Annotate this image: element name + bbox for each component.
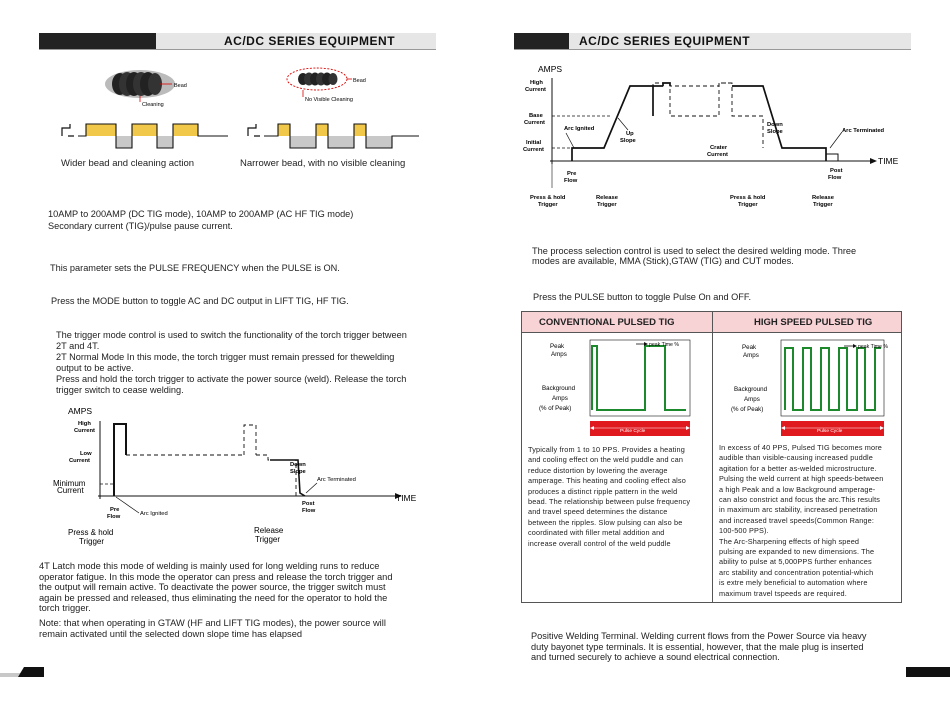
trigger-line: 2T and 4T. xyxy=(56,341,100,351)
pre-flow-label-2: Flow xyxy=(107,514,121,520)
release-label-2: Trigger xyxy=(255,535,281,544)
hs-pulse-wave xyxy=(785,348,881,410)
right-header-dark-block xyxy=(514,33,569,49)
hs-line: maximum travel tspeeds are required. xyxy=(719,588,847,598)
pulse-frequency-text: This parameter sets the PULSE FREQUENCY when the PULSE is ON. xyxy=(50,263,340,273)
r-release-2-b: Trigger xyxy=(813,202,833,208)
r-up-slope-label-2: Slope xyxy=(620,138,636,144)
narrow-bead xyxy=(298,73,338,86)
cleaning-label: Cleaning xyxy=(142,102,164,108)
r-press-hold-2-b: Trigger xyxy=(738,202,758,208)
hs-pulse-cycle-label: Pulse Cycle xyxy=(817,429,843,434)
process-line: The process selection control is used to select the desired welding mode. Three xyxy=(532,246,857,256)
hs-peak-label: Peak xyxy=(742,344,757,351)
low-current-label: Low xyxy=(80,451,92,457)
press-hold-label: Press & hold xyxy=(68,528,114,537)
mode-text: Press the MODE button to toggle AC and DC output in LIFT TIG, HF TIG. xyxy=(51,296,349,306)
left-header-title: AC/DC SERIES EQUIPMENT xyxy=(224,34,396,48)
conv-line: and travel speed determines the distance xyxy=(528,507,668,517)
low-current-label-2: Current xyxy=(69,458,90,464)
left-header-dark-block xyxy=(39,33,156,49)
terminal-text xyxy=(531,631,867,663)
left-header-bar xyxy=(39,33,436,50)
conv-pulse-wave xyxy=(592,346,686,410)
current-line: Secondary current (TIG)/pulse pause current. xyxy=(48,221,233,231)
r-release-1-b: Trigger xyxy=(597,202,617,208)
note-text xyxy=(39,618,386,640)
hs-line: 100-500 PPS). xyxy=(719,526,769,536)
hs-bg-label: Background xyxy=(734,386,768,393)
hs-line: pulsing are expanded to new dimensions. The xyxy=(719,547,875,557)
note-line: remain activated until the selected down slope time has elapsed xyxy=(39,629,303,639)
time-label: TIME xyxy=(396,493,417,503)
r-press-hold-1: Press & hold xyxy=(530,195,566,201)
r-post-flow-label-2: Flow xyxy=(828,175,842,181)
conv-line: produces a distinct ripple pattern in the weld xyxy=(528,486,678,496)
r-high-current-label-2: Current xyxy=(525,87,546,93)
hs-bg-label-3: (% of Peak) xyxy=(731,406,764,413)
trigger-line: The trigger mode control is used to switch the functionality of the torch trigger between xyxy=(56,330,407,340)
graph-amps-label: AMPS xyxy=(68,406,93,416)
minimum-current-label: Minimum xyxy=(53,479,86,488)
latch-line: torch trigger. xyxy=(39,603,91,613)
hs-line: The Arc-Sharpening effects of high speed xyxy=(719,536,860,546)
bead-label-1: Bead xyxy=(174,83,187,89)
no-cleaning-label: No Visible Cleaning xyxy=(305,97,353,103)
latch-mode-graph xyxy=(50,403,430,548)
high-current-label: High xyxy=(78,421,91,427)
hs-description xyxy=(719,443,883,599)
high-current-label-2: Current xyxy=(74,428,95,434)
r-crater-current-label-2: Current xyxy=(707,152,728,158)
conv-description xyxy=(528,445,690,549)
down-slope-label: Down xyxy=(290,462,306,468)
latch-line: again be pressed and released, thus eliminating the need for the operator to hold the xyxy=(39,592,388,603)
conv-line: and cooling effect on the weld puddle and can xyxy=(528,455,684,465)
latch-mode-text xyxy=(39,561,393,614)
pulsed-tig-table xyxy=(521,311,902,603)
conv-title: CONVENTIONAL PULSED TIG xyxy=(539,317,675,328)
conv-peak-label-2: Amps xyxy=(551,351,567,358)
trigger-line: trigger switch to cease welding. xyxy=(56,385,184,395)
table-divider xyxy=(712,312,713,603)
left-footer-wedge xyxy=(0,667,44,677)
conv-line: between the ripples. Slow pulsing can also be xyxy=(528,517,683,527)
terminal-line: Positive Welding Terminal. Welding current flows from the Power Source via heavy xyxy=(531,631,867,641)
bead-illustrations xyxy=(90,60,380,112)
r-crater-current-label: Crater xyxy=(710,145,728,151)
latch-line: 4T Latch mode this mode of welding is mainly used for long welding runs to reduce xyxy=(39,561,380,571)
hs-line: agitation for a better as-welded microstructure. xyxy=(719,463,877,473)
down-slope-label-2: Slope xyxy=(290,469,306,475)
pre-flow-label: Pre xyxy=(110,507,120,513)
minimum-current-label-2: Current xyxy=(57,486,84,495)
hs-pulse-diagram xyxy=(715,336,900,444)
conv-bg-label-3: (% of Peak) xyxy=(539,405,572,412)
trigger-line: output to be active. xyxy=(56,363,134,373)
conv-bg-label-2: Amps xyxy=(552,395,568,402)
r-initial-current-label-2: Current xyxy=(523,147,544,153)
wide-bead xyxy=(112,72,162,96)
hs-line: can also constrict and focus the arc.This results xyxy=(719,495,881,505)
trigger-line: 2T Normal Mode In this mode, the torch trigger must remain pressed for thewelding xyxy=(56,352,395,362)
current-range-text xyxy=(48,209,353,232)
r-release-1: Release xyxy=(596,195,618,201)
hs-line: audible than visible-causing increased puddle xyxy=(719,453,874,463)
hs-line: ability to pulse at 5,000PPS further enhances xyxy=(719,557,872,567)
conv-line: amperage. This heating and cooling effect also xyxy=(528,476,686,486)
hs-line: a high Peak and a low Background amperage- xyxy=(719,484,876,494)
r-arc-terminated-label: Arc Terminated xyxy=(842,128,885,134)
hs-line: and increased travel speeds(Common Range: xyxy=(719,515,875,525)
r-high-current-label: High xyxy=(530,80,543,86)
hs-title: HIGH SPEED PULSED TIG xyxy=(754,317,873,328)
conv-peak-label: Peak xyxy=(550,343,565,350)
trigger-line: Press and hold the torch trigger to activate the power source (weld). Release the torch xyxy=(56,374,407,384)
caption-wide-bead: Wider bead and cleaning action xyxy=(61,158,195,169)
conv-line: Typically from 1 to 10 PPS. Provides a heating xyxy=(528,445,685,454)
hs-line: is extre mely beneficial to automation where xyxy=(719,578,868,588)
hs-line: in maximum arc stability, increased penetration xyxy=(719,505,878,515)
conv-line: increase overall control of the weld puddle xyxy=(528,538,671,548)
current-line: 10AMP to 200AMP (DC TIG mode), 10AMP to 200AMP (AC HF TIG mode) xyxy=(48,209,354,219)
r-up-slope-label: Up xyxy=(626,131,634,137)
right-footer-wedge xyxy=(906,667,950,677)
hs-bg-label-2: Amps xyxy=(744,396,760,403)
arc-terminated-label: Arc Terminated xyxy=(317,477,356,483)
r-initial-current-label: Initial xyxy=(526,140,542,146)
hs-line: Pulsing the weld current at high speeds-between xyxy=(719,474,884,484)
r-time-label: TIME xyxy=(878,156,899,166)
conv-line: coordinated with filler metal addition and xyxy=(528,528,665,538)
r-base-current-label-2: Current xyxy=(524,120,545,126)
release-label: Release xyxy=(254,526,284,535)
conv-pulse-diagram xyxy=(524,336,709,444)
ac-waveforms xyxy=(58,120,428,156)
conv-line: reduce distortion by lowering the average xyxy=(528,465,668,475)
press-hold-label-2: Trigger xyxy=(79,537,105,546)
r-release-2: Release xyxy=(812,195,834,201)
r-down-slope-label: Down xyxy=(767,122,783,128)
process-line: modes are available, MMA (Stick),GTAW (TIG) and CUT modes. xyxy=(532,256,794,266)
r-down-slope-label-2: Slope xyxy=(767,129,783,135)
arc-ignited-label: Arc Ignited xyxy=(140,511,168,517)
conv-bg-label: Background xyxy=(542,385,576,392)
r-pre-flow-label-2: Flow xyxy=(564,178,578,184)
trigger-mode-text xyxy=(56,330,407,396)
r-press-hold-1-b: Trigger xyxy=(538,202,558,208)
post-flow-label: Post xyxy=(302,501,315,507)
caption-narrow-bead: Narrower bead, with no visible cleaning xyxy=(240,158,406,169)
pulse-toggle-text: Press the PULSE button to toggle Pulse On and OFF. xyxy=(533,292,752,302)
narrow-bead-waveform xyxy=(248,124,419,148)
latch-line: operator fatigue. In this mode the operator can press and release the torch trigger and xyxy=(39,571,393,582)
r-arc-ignited-label: Arc Ignited xyxy=(564,126,595,132)
r-base-current-label: Base xyxy=(529,113,543,119)
r-press-hold-2: Press & hold xyxy=(730,195,766,201)
r-graph-amps-label: AMPS xyxy=(538,64,563,74)
hs-peak-label-2: Amps xyxy=(743,352,759,359)
note-line: Note: that when operating in GTAW (HF and LIFT TIG modes), the power source will xyxy=(39,618,386,628)
bead-label-2: Bead xyxy=(353,78,366,84)
right-header-title: AC/DC SERIES EQUIPMENT xyxy=(579,34,751,48)
right-header-bar xyxy=(514,33,911,50)
r-pre-flow-label: Pre xyxy=(567,171,577,177)
process-selection-text xyxy=(532,246,856,266)
conv-line: bead. The relationship between pulse frequency xyxy=(528,497,691,507)
hs-line: In excess of 40 PPS, Pulsed TIG becomes more xyxy=(719,443,883,452)
terminal-line: and turned securely to achieve a sound electrical connection. xyxy=(531,652,780,662)
r-post-flow-label: Post xyxy=(830,168,843,174)
hs-peak-time-label: peak Time % xyxy=(858,344,888,350)
conv-peak-time-label: peak Time % xyxy=(649,342,679,348)
welding-sequence-graph xyxy=(520,60,920,215)
post-flow-label-2: Flow xyxy=(302,508,316,514)
latch-line: the output will remain active. To deactivate the power source, the trigger switch must xyxy=(39,582,386,592)
hs-line: arc stability and concentration potential-which xyxy=(719,567,874,577)
terminal-line: duty bayonet type terminals. It is essential, however, that the male plug is inserted xyxy=(531,641,864,652)
wide-bead-waveform xyxy=(62,124,228,148)
conv-pulse-cycle-label: Pulse Cycle xyxy=(620,429,646,434)
